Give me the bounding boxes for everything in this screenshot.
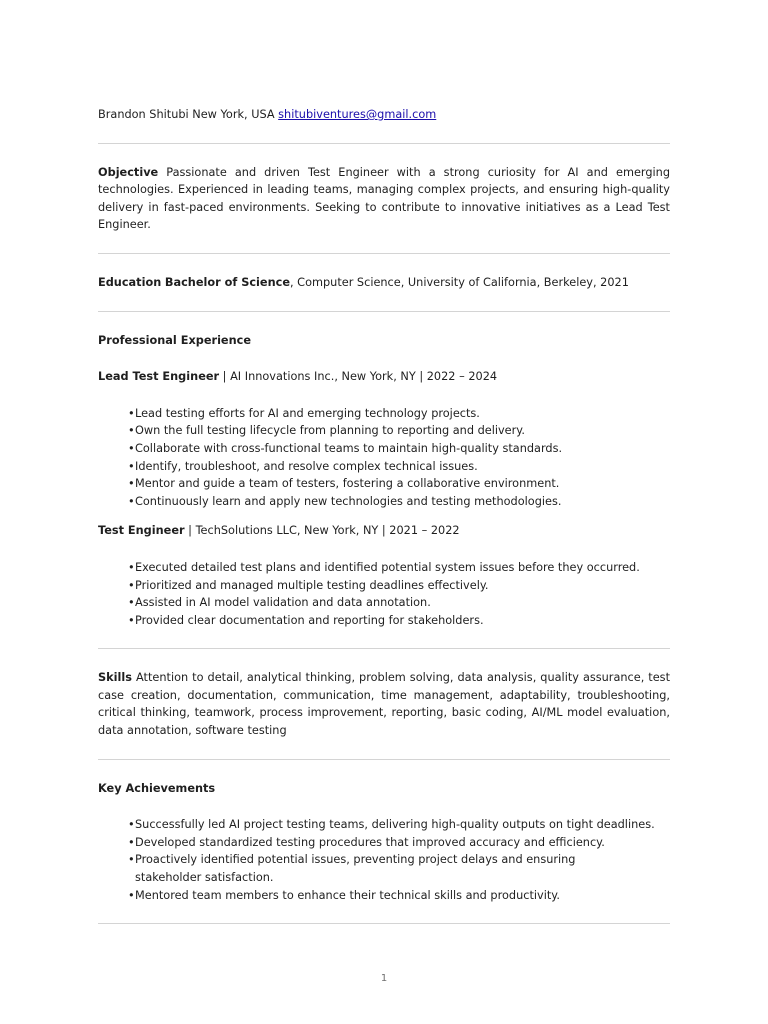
list-item: • Continuously learn and apply new technologies and testing methodologies. [128, 493, 670, 511]
job-header-test [98, 522, 670, 540]
education-details: , Computer Science, University of California, Berkeley, 2021 [290, 275, 629, 289]
section-divider [98, 759, 670, 760]
objective-section [98, 164, 670, 234]
section-divider [98, 253, 670, 254]
list-item: • Proactively identified potential issues, preventing project delays and ensuring stakeholder satisfaction. [128, 851, 670, 886]
list-item: • Developed standardized testing procedures that improved accuracy and efficiency. [128, 834, 670, 852]
candidate-name: Brandon Shitubi [98, 108, 189, 121]
objective-label: Objective [98, 165, 159, 179]
list-item: • Executed detailed test plans and identified potential system issues before they occurred. [128, 559, 670, 577]
list-item: • Collaborate with cross-functional teams to maintain high-quality standards. [128, 440, 670, 458]
list-item: • Identify, troubleshoot, and resolve complex technical issues. [128, 458, 670, 476]
list-item: • Mentored team members to enhance their technical skills and productivity. [128, 887, 670, 905]
section-divider [98, 648, 670, 649]
section-divider [98, 311, 670, 312]
email-link[interactable]: shitubiventures@gmail.com [278, 108, 437, 121]
education-degree: Bachelor of Science [164, 275, 290, 289]
section-divider [98, 143, 670, 144]
job-header-lead [98, 368, 670, 386]
job-title: Lead Test Engineer [98, 370, 220, 384]
contact-header [98, 106, 670, 124]
job-details: | AI Innovations Inc., New York, NY | 2022 – 2024 [219, 370, 498, 384]
list-item: • Lead testing efforts for AI and emerging technology projects. [128, 405, 670, 423]
list-item: • Provided clear documentation and reporting for stakeholders. [128, 612, 670, 630]
candidate-location: New York, USA [192, 108, 275, 121]
objective-text: Passionate and driven Test Engineer with a strong curiosity for AI and emerging technologies. Experienced in leading teams, managing complex projects, and ensuring high-quality delivery in fast-paced environments. Seeking to contribute to innovative initiatives as a Lead Test Engineer. [98, 165, 670, 232]
job-details: | TechSolutions LLC, New York, NY | 2021 – 2022 [184, 524, 460, 538]
list-item: • Own the full testing lifecycle from planning to reporting and delivery. [128, 422, 670, 440]
education-section [98, 274, 670, 292]
list-item: • Successfully led AI project testing teams, delivering high-quality outputs on tight deadlines. [128, 816, 670, 834]
page-number: 1 [380, 973, 388, 984]
section-divider [98, 923, 670, 924]
skills-section [98, 669, 670, 739]
job-bullets-test [98, 559, 670, 629]
experience-heading: Professional Experience [98, 333, 251, 347]
achievements-heading: Key Achievements [98, 781, 216, 795]
education-label: Education [98, 275, 162, 289]
skills-label: Skills [98, 671, 132, 685]
resume-page [98, 106, 670, 944]
skills-text: Attention to detail, analytical thinking, problem solving, data analysis, quality assurance, test case creation, documentation, communication, time management, adaptability, troubleshooting, critical thinking, teamwork, process improvement, reporting, basic coding, AI/ML model evaluation, data annotation, software testing [98, 671, 670, 738]
achievements-bullets [98, 816, 670, 904]
job-bullets-lead [98, 405, 670, 511]
list-item: • Mentor and guide a team of testers, fostering a collaborative environment. [128, 475, 670, 493]
job-title: Test Engineer [98, 524, 185, 538]
list-item: • Prioritized and managed multiple testing deadlines effectively. [128, 577, 670, 595]
list-item: • Assisted in AI model validation and data annotation. [128, 594, 670, 612]
